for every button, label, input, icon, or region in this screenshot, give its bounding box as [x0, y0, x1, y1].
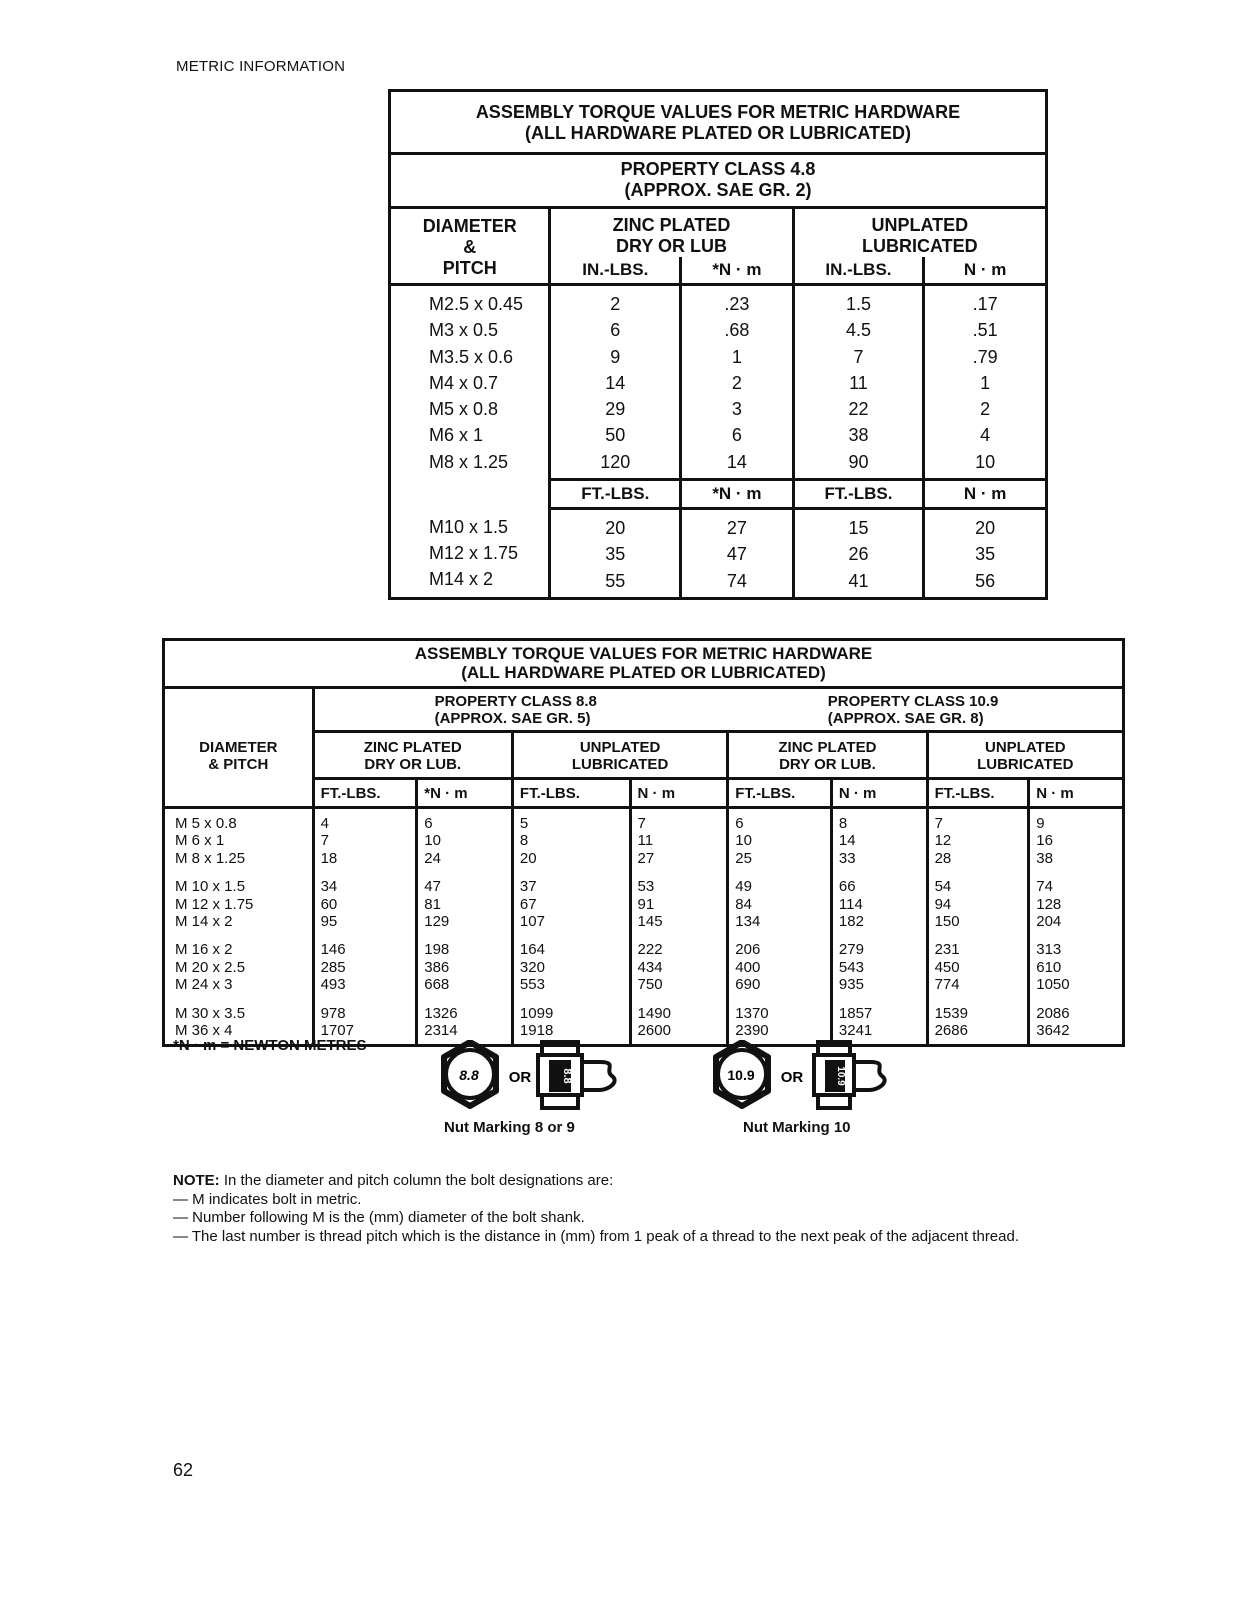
table1-value-cell: 2 [980, 399, 991, 420]
table2-zinc-header-8-8: ZINC PLATED DRY OR LUB. [313, 732, 512, 779]
table2-unit-header: *N · m [417, 779, 513, 808]
table2-unit-header: FT.-LBS. [927, 779, 1029, 808]
table1-value-column [924, 285, 1047, 480]
nut-marking-caption-8-8: Nut Marking 8 or 9 [444, 1119, 575, 1136]
table2-value-column [512, 808, 630, 1046]
table1-value-cell: 10 [975, 451, 996, 472]
table1-value-cell: 27 [726, 518, 747, 539]
table1-value-cell: 41 [848, 570, 869, 591]
table1-value-cell: 29 [605, 399, 626, 420]
table1-value-cell: 90 [848, 451, 869, 472]
table2-title: ASSEMBLY TORQUE VALUES FOR METRIC HARDWARE (ALL HARDWARE PLATED OR LUBRICATED) [164, 640, 1124, 688]
table1-unplated-header: UNPLATED LUBRICATED [793, 208, 1046, 258]
page-number: 62 [173, 1460, 194, 1480]
table2-value-cell: 1099 [519, 1004, 554, 1022]
table1-diameter-cell: M6 x 1 [429, 425, 484, 446]
table2-value-cell: 935 [838, 976, 864, 994]
table2-value-cell: 543 [838, 958, 864, 976]
table2-value-cell: 2086 [1036, 1004, 1070, 1022]
table1-value-cell: .23 [724, 294, 750, 314]
table1-value-cell: 14 [605, 372, 626, 393]
torque-table-class-8-8-10-9 [162, 638, 1125, 1047]
table2-value-cell: 668 [424, 976, 450, 994]
table2-value-cell: 493 [320, 976, 346, 994]
table1-value-cell: 120 [600, 451, 631, 472]
table2-value-cell: 320 [519, 958, 545, 976]
table2-unplated-header-10-9: UNPLATED LUBRICATED [927, 732, 1123, 779]
table2-value-cell: 11 [637, 832, 654, 850]
table2-value-cell: 7 [320, 832, 329, 850]
table2-value-cell: 107 [519, 913, 545, 931]
table2-diameter-cell: M 36 x 4 [175, 1022, 233, 1040]
table2-value-cell: 53 [637, 878, 655, 896]
table1-value-column [550, 285, 681, 480]
table2-value-cell: 16 [1036, 832, 1053, 850]
table2-value-cell: 38 [1036, 849, 1053, 867]
or-label-right: OR [780, 1069, 804, 1086]
table2-value-column [728, 808, 832, 1046]
table2-value-cell: 134 [735, 913, 761, 931]
note-line: — Number following M is the (mm) diameter of the bolt shank. [173, 1209, 585, 1227]
table1-unit-header: N · m [924, 480, 1047, 509]
table2-value-column [831, 808, 927, 1046]
table2-unit-header: FT.-LBS. [512, 779, 630, 808]
table2-value-cell: 114 [838, 895, 863, 913]
table1-value-cell: .79 [972, 346, 998, 367]
table1-diameter-header: DIAMETER & PITCH [390, 208, 550, 285]
table1-value-cell: 2 [610, 294, 621, 314]
table2-value-cell: 1707 [320, 1022, 354, 1040]
table2-value-cell: 12 [934, 832, 952, 850]
table2-diameter-column [164, 808, 314, 1046]
table2-value-cell: 450 [934, 958, 960, 976]
table1-unit-header: IN.-LBS. [550, 257, 681, 285]
table2-value-cell: 279 [838, 941, 864, 959]
table2-value-cell: 66 [838, 878, 856, 896]
table1-value-cell: 6 [731, 425, 742, 446]
table1-value-cell: 4.5 [845, 320, 871, 341]
table2-value-column [417, 808, 513, 1046]
table1-value-cell: 74 [726, 570, 747, 591]
table2-unit-header: FT.-LBS. [728, 779, 832, 808]
table2-value-cell: 4 [320, 815, 329, 832]
table1-unit-header: FT.-LBS. [793, 480, 924, 509]
table2-value-cell: 5 [519, 815, 529, 832]
note-line: — The last number is thread pitch which is the distance in (mm) from 1 peak of a thread to the next peak of the adjacent thread. [173, 1227, 1020, 1245]
table1-value-cell: 50 [605, 425, 626, 446]
table2-value-cell: 1857 [838, 1004, 873, 1022]
nut-marking-8-8: 8.8 [561, 1068, 573, 1084]
table2-value-cell: 690 [735, 976, 761, 994]
table1-value-column [924, 509, 1047, 599]
table2-diameter-cell: M 14 x 2 [175, 913, 233, 931]
table2-value-cell: 204 [1036, 913, 1062, 931]
table2-value-cell: 8 [838, 815, 848, 832]
table2-value-cell: 49 [735, 878, 752, 896]
table2-value-cell: 20 [519, 849, 537, 867]
table1-value-cell: .17 [972, 294, 998, 314]
table2-value-cell: 206 [735, 941, 761, 959]
table2-value-cell: 25 [735, 849, 752, 867]
table1-unit-header: FT.-LBS. [550, 480, 681, 509]
table2-value-cell: 198 [424, 941, 450, 959]
table2-value-cell: 6 [735, 815, 744, 832]
table1-value-cell: 20 [975, 518, 996, 539]
table1-value-column [793, 509, 924, 599]
table2-diameter-cell: M 12 x 1.75 [175, 895, 254, 913]
nut-marking-10-9-diagram [704, 1040, 904, 1120]
table1-value-cell: 2 [731, 372, 742, 393]
table1-value-cell: 56 [975, 570, 996, 591]
table2-value-cell: 2600 [637, 1022, 671, 1040]
table2-value-cell: 3241 [838, 1022, 873, 1040]
table1-value-cell: 1.5 [845, 294, 871, 314]
table1-diameter-cell: M14 x 2 [429, 569, 494, 590]
table2-value-column [1029, 808, 1124, 1046]
table2-class-8-8: PROPERTY CLASS 8.8 (APPROX. SAE GR. 5) [313, 688, 728, 732]
table2-unit-header: N · m [630, 779, 728, 808]
newton-metres-footnote: *N · m = NEWTON METRES [173, 1037, 367, 1054]
table2-unit-header: N · m [831, 779, 927, 808]
table1-value-column [550, 509, 681, 599]
table1-value-cell: 11 [849, 372, 868, 393]
table2-diameter-cell: M 10 x 1.5 [175, 878, 246, 896]
or-label-left: OR [508, 1069, 532, 1086]
table1-diameter-column [390, 509, 550, 599]
table2-value-cell: 84 [735, 895, 752, 913]
table2-value-cell: 18 [320, 849, 338, 867]
table2-value-cell: 27 [637, 849, 655, 867]
table1-unit-header: N · m [924, 257, 1047, 285]
table2-value-cell: 1918 [519, 1022, 554, 1040]
note-label: NOTE: [173, 1172, 220, 1189]
table2-value-cell: 1370 [735, 1004, 769, 1022]
table2-value-cell: 7 [637, 815, 646, 832]
table2-value-cell: 74 [1036, 878, 1053, 896]
table2-value-cell: 60 [320, 895, 338, 913]
table2-value-cell: 1539 [934, 1004, 968, 1022]
table1-value-cell: .68 [724, 320, 750, 341]
table2-value-cell: 129 [424, 913, 450, 931]
table2-value-column [927, 808, 1029, 1046]
table2-value-cell: 145 [637, 913, 663, 931]
table2-value-cell: 774 [934, 976, 960, 994]
table2-value-cell: 750 [637, 976, 663, 994]
table1-value-cell: 55 [605, 570, 626, 591]
table1-value-cell: 15 [848, 518, 869, 539]
table1-diameter-cell: M2.5 x 0.45 [429, 294, 524, 314]
table2-value-cell: 434 [637, 958, 663, 976]
table1-diameter-cell: M3 x 0.5 [429, 320, 499, 341]
table2-value-cell: 67 [519, 895, 537, 913]
table1-diameter-cell: M10 x 1.5 [429, 516, 509, 537]
table2-value-cell: 231 [934, 941, 960, 959]
table2-diameter-cell: M 6 x 1 [175, 832, 225, 850]
table2-value-cell: 8 [519, 832, 529, 850]
torque-table-class-4-8 [388, 89, 1048, 600]
table1-value-cell: 1 [731, 346, 742, 367]
table2-value-cell: 978 [320, 1004, 346, 1022]
table1-value-cell: 4 [980, 425, 991, 446]
table2-value-cell: 54 [934, 878, 952, 896]
table1-unit-header: *N · m [681, 480, 793, 509]
table2-value-cell: 28 [934, 849, 952, 867]
table1-value-cell: 47 [726, 544, 747, 565]
table2-diameter-cell: M 8 x 1.25 [175, 849, 246, 867]
note-block [173, 1172, 1019, 1246]
table1-diameter-cell: M12 x 1.75 [429, 542, 519, 563]
table2-value-cell: 37 [519, 878, 537, 896]
table2-value-cell: 9 [1036, 815, 1045, 832]
table2-zinc-header-10-9: ZINC PLATED DRY OR LUB. [728, 732, 927, 779]
table1-value-cell: 6 [610, 320, 621, 341]
table1-value-cell: 20 [605, 518, 626, 539]
table2-diameter-cell: M 5 x 0.8 [175, 815, 237, 832]
bolt-marking-10-9: 10.9 [727, 1067, 755, 1083]
table2-value-cell: 34 [320, 878, 338, 896]
table1-value-cell: 14 [726, 451, 747, 472]
table1-diameter-cell: M8 x 1.25 [429, 451, 509, 472]
table2-value-cell: 81 [424, 895, 441, 913]
table2-diameter-header: DIAMETER & PITCH [164, 688, 314, 808]
table2-value-cell: 24 [424, 849, 441, 867]
table2-value-cell: 1490 [637, 1004, 671, 1022]
table2-value-cell: 182 [838, 913, 864, 931]
table2-value-cell: 7 [934, 815, 943, 832]
table1-value-column [793, 285, 924, 480]
table1-unit-header: *N · m [681, 257, 793, 285]
nut-marking-10-9: 10.9 [835, 1066, 846, 1086]
nut-marking-caption-10-9: Nut Marking 10 [743, 1119, 851, 1136]
table2-value-cell: 3642 [1036, 1022, 1070, 1040]
table1-diameter-cell: M5 x 0.8 [429, 399, 499, 420]
note-intro: In the diameter and pitch column the bolt designations are: [219, 1172, 614, 1189]
table2-unit-header: FT.-LBS. [313, 779, 417, 808]
table2-value-cell: 14 [838, 832, 856, 850]
table2-diameter-cell: M 30 x 3.5 [175, 1004, 246, 1022]
table1-unit-header: IN.-LBS. [793, 257, 924, 285]
table2-value-cell: 610 [1036, 958, 1062, 976]
table1-value-cell: 35 [605, 544, 626, 565]
table2-value-cell: 95 [320, 913, 338, 931]
table2-value-cell: 10 [735, 832, 752, 850]
table2-value-cell: 285 [320, 958, 346, 976]
bolt-marking-8-8: 8.8 [459, 1067, 479, 1083]
table2-value-cell: 2314 [424, 1022, 458, 1040]
table1-value-cell: .51 [972, 320, 998, 341]
table2-value-cell: 1050 [1036, 976, 1070, 994]
table2-value-cell: 386 [424, 958, 450, 976]
table2-value-cell: 128 [1036, 895, 1062, 913]
table1-value-column [681, 285, 793, 480]
table1-title: ASSEMBLY TORQUE VALUES FOR METRIC HARDWARE (ALL HARDWARE PLATED OR LUBRICATED) [390, 91, 1047, 154]
table1-diameter-cell: M4 x 0.7 [429, 372, 499, 393]
table2-value-cell: 400 [735, 958, 761, 976]
table2-value-cell: 150 [934, 913, 960, 931]
table1-value-cell: 22 [848, 399, 869, 420]
table2-value-cell: 222 [637, 941, 663, 959]
table1-value-cell: 9 [610, 346, 621, 367]
table1-diameter-column [390, 285, 550, 480]
table2-value-cell: 2390 [735, 1022, 769, 1040]
table2-value-cell: 47 [424, 878, 441, 896]
table2-diameter-cell: M 20 x 2.5 [175, 958, 246, 976]
table2-value-cell: 6 [424, 815, 433, 832]
table2-value-cell: 94 [934, 895, 952, 913]
table2-value-cell: 164 [519, 941, 545, 959]
table2-value-cell: 1326 [424, 1004, 458, 1022]
page-header: METRIC INFORMATION [176, 58, 346, 75]
nut-marking-8-8-diagram [432, 1040, 632, 1120]
table2-value-cell: 91 [637, 895, 655, 913]
table1-value-cell: 7 [853, 346, 864, 367]
table2-unit-header: N · m [1029, 779, 1124, 808]
table2-diameter-cell: M 24 x 3 [175, 976, 233, 994]
table2-unplated-header-8-8: UNPLATED LUBRICATED [512, 732, 727, 779]
table2-value-column [630, 808, 728, 1046]
table1-value-cell: 26 [848, 544, 869, 565]
table2-class-10-9: PROPERTY CLASS 10.9 (APPROX. SAE GR. 8) [728, 688, 1124, 732]
table1-value-column [681, 509, 793, 599]
table1-property-class: PROPERTY CLASS 4.8 (APPROX. SAE GR. 2) [390, 154, 1047, 208]
table1-zinc-header: ZINC PLATED DRY OR LUB [550, 208, 793, 258]
table2-value-column [313, 808, 417, 1046]
table2-value-cell: 10 [424, 832, 441, 850]
note-line: — M indicates bolt in metric. [173, 1190, 362, 1208]
table1-value-cell: 1 [980, 372, 991, 393]
table1-value-cell: 35 [975, 544, 996, 565]
table2-value-cell: 313 [1036, 941, 1062, 959]
table2-value-cell: 33 [838, 849, 856, 867]
table1-value-cell: 38 [848, 425, 869, 446]
table1-value-cell: 3 [731, 399, 742, 420]
table2-value-cell: 2686 [934, 1022, 968, 1040]
table1-diameter-cell: M3.5 x 0.6 [429, 346, 514, 367]
table2-value-cell: 146 [320, 941, 346, 959]
table2-value-cell: 553 [519, 976, 545, 994]
table2-diameter-cell: M 16 x 2 [175, 941, 233, 959]
